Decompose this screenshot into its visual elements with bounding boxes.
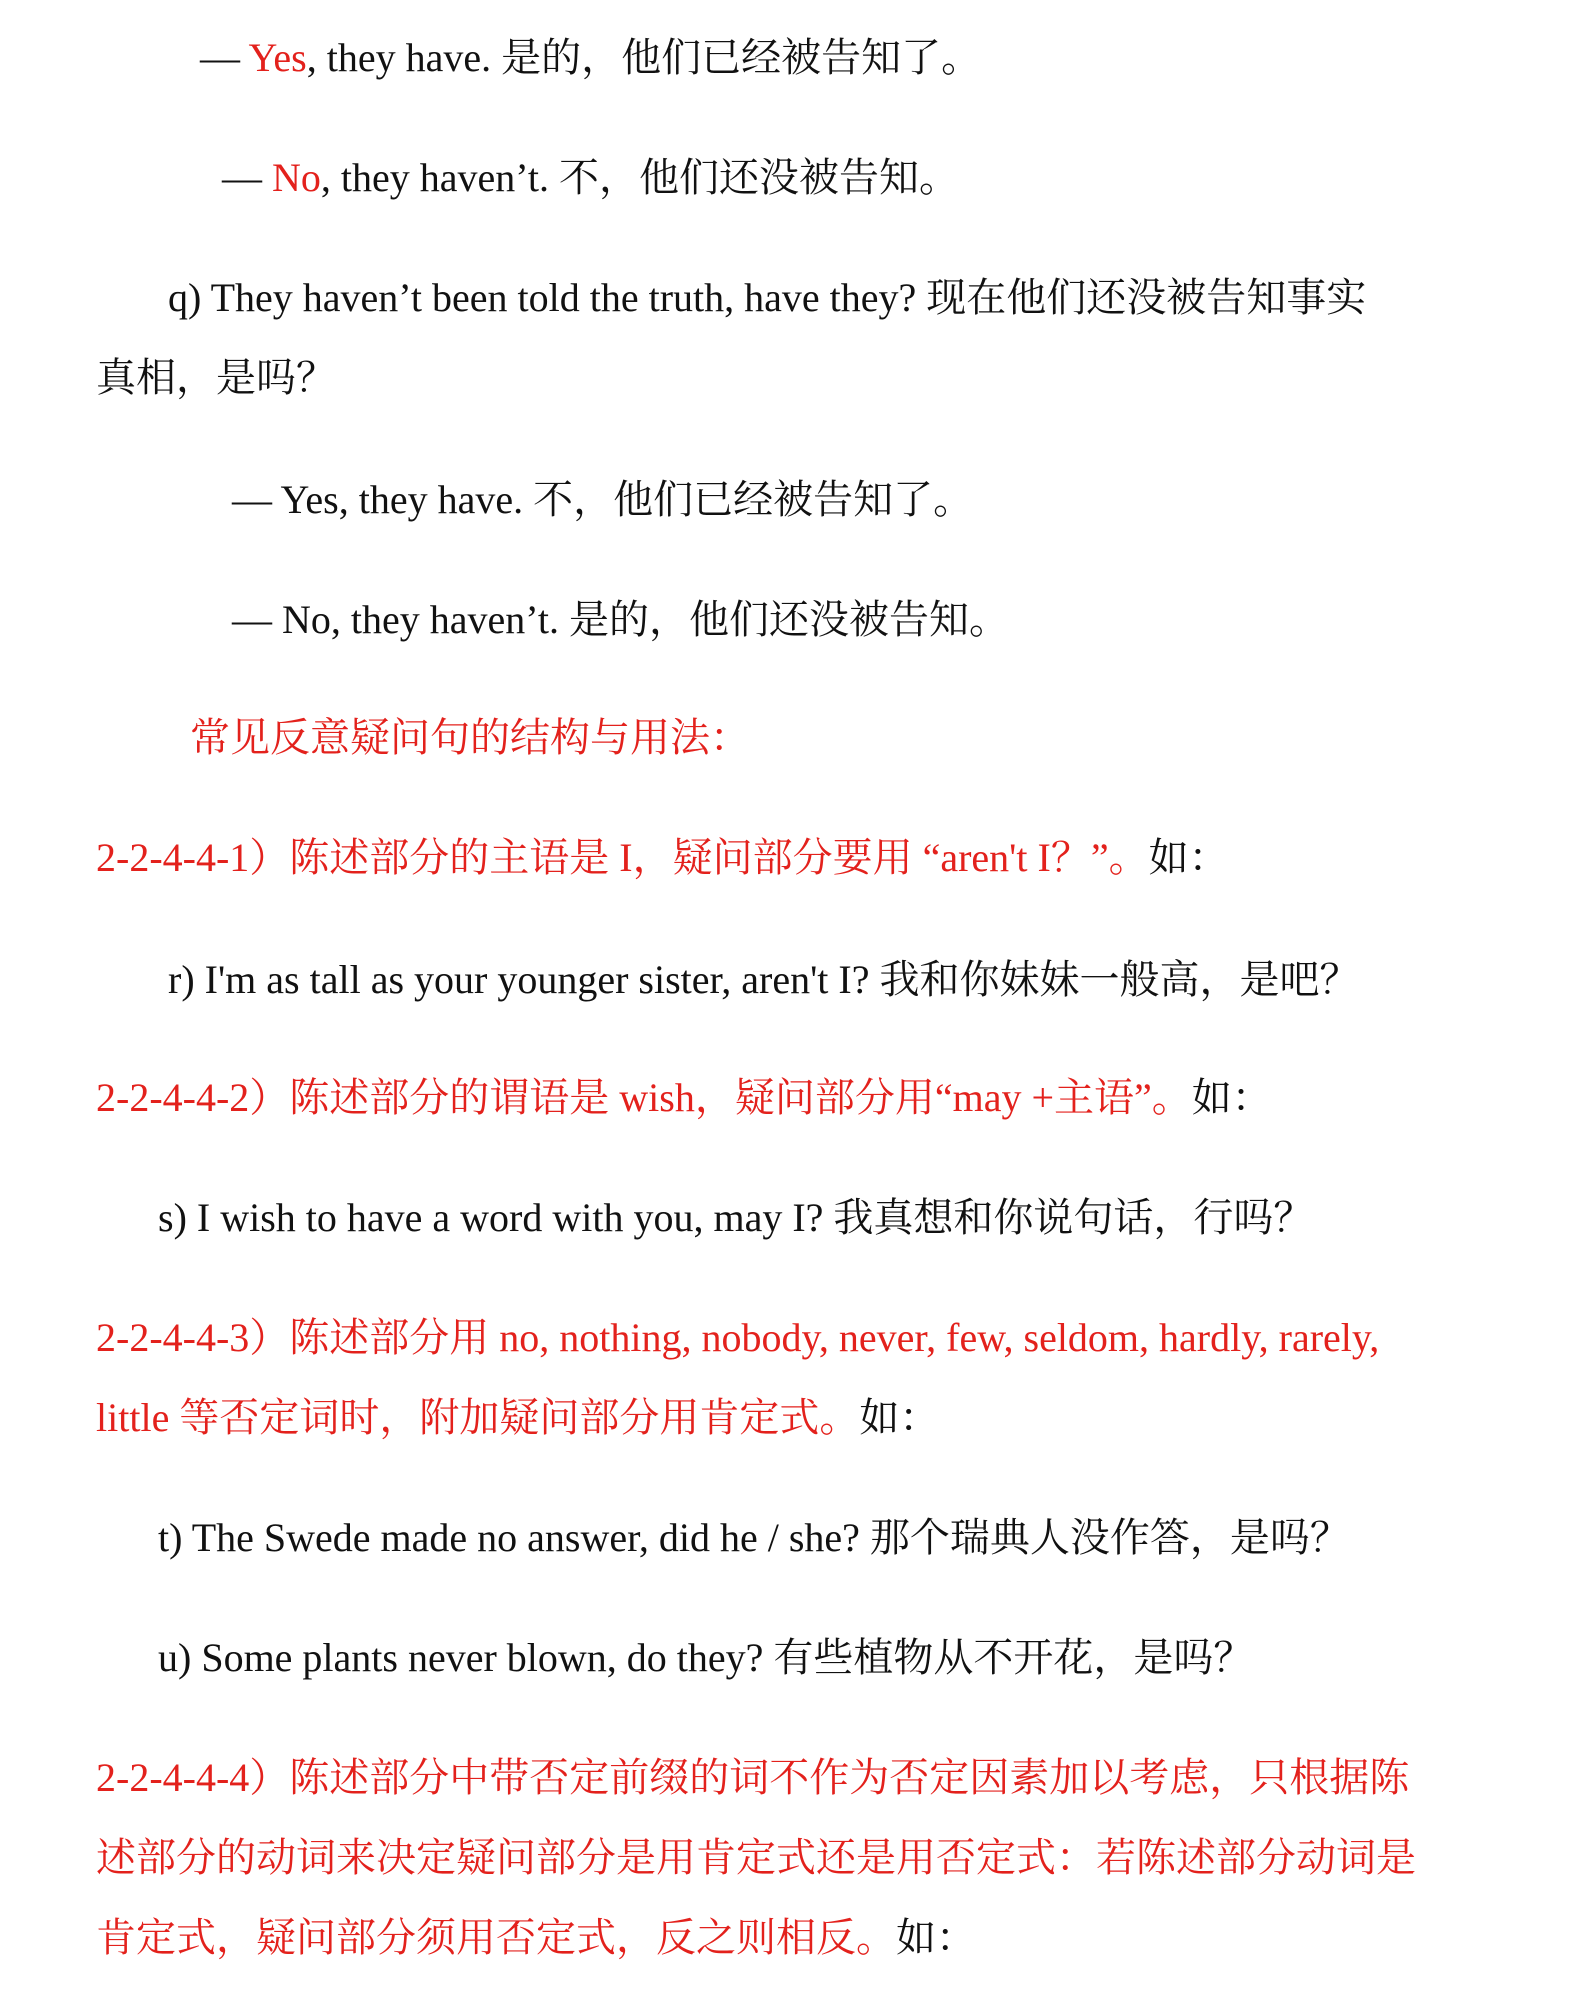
example-line <box>168 270 1366 326</box>
text-run: 真相，是吗？ <box>96 355 336 400</box>
text-run: — Yes, they have. 不，他们已经被告知了。 <box>232 477 974 522</box>
text-run: 述部分的动词来决定疑问部分是用肯定式还是用否定式：若陈述部分动词是 <box>96 1835 1416 1880</box>
answer-line <box>200 30 981 86</box>
rule-line-continuation <box>96 1390 939 1446</box>
text-run: r) I'm as tall as your younger sister, aren't I? 我和你妹妹一般高，是吧？ <box>168 957 1360 1002</box>
rule-line <box>96 830 1229 886</box>
text-run: q) They haven’t been told the truth, have they? 现在他们还没被告知事实 <box>168 275 1367 320</box>
text-run: , they have. 是的，他们已经被告知了。 <box>306 35 982 80</box>
text-run: — <box>222 155 272 200</box>
example-line <box>158 1630 1253 1686</box>
rule-line <box>96 1070 1272 1126</box>
text-run: 肯定式，疑问部分须用否定式，反之则相反。 <box>96 1915 896 1960</box>
text-run: 2-2-4-4-1）陈述部分的主语是 I，疑问部分要用 “aren't I？”。 <box>96 835 1149 880</box>
answer-line <box>232 592 1009 648</box>
text-run: s) I wish to have a word with you, may I? 我真想和你说句话，行吗？ <box>158 1195 1314 1240</box>
text-run: 2-2-4-4-4）陈述部分中带否定前缀的词不作为否定因素加以考虑，只根据陈 <box>96 1755 1410 1800</box>
section-heading <box>190 710 750 766</box>
example-line <box>158 1190 1313 1246</box>
rule-line <box>96 1310 1379 1366</box>
text-run: Yes <box>248 35 307 80</box>
rule-line <box>96 1750 1409 1806</box>
rule-line-continuation <box>96 1910 976 1966</box>
text-run: 如： <box>896 1915 976 1960</box>
text-run: — No, they haven’t. 是的，他们还没被告知。 <box>232 597 1009 642</box>
answer-line <box>232 472 973 528</box>
example-line <box>158 1510 1350 1566</box>
text-run: t) The Swede made no answer, did he / she? 那个瑞典人没作答，是吗？ <box>158 1515 1350 1560</box>
text-run: 如： <box>859 1395 940 1440</box>
text-run: , they haven’t. 不，他们还没被告知。 <box>320 155 959 200</box>
text-run: u) Some plants never blown, do they? 有些植物从不开花，是吗？ <box>158 1635 1254 1680</box>
text-run: No <box>272 155 321 200</box>
answer-line <box>222 150 959 206</box>
text-run: 如： <box>1148 835 1229 880</box>
text-run: little 等否定词时，附加疑问部分用肯定式。 <box>96 1395 860 1440</box>
text-run: 如： <box>1191 1075 1272 1120</box>
text-run: 2-2-4-4-3）陈述部分用 no, nothing, nobody, never, few, seldom, hardly, rarely, <box>96 1315 1380 1360</box>
text-run: — <box>200 35 249 80</box>
example-line-continuation <box>96 350 336 406</box>
example-line <box>168 952 1359 1008</box>
text-run: 常见反意疑问句的结构与用法： <box>190 715 750 760</box>
rule-line-continuation <box>96 1830 1416 1886</box>
text-run: 2-2-4-4-2）陈述部分的谓语是 wish，疑问部分用“may +主语”。 <box>96 1075 1192 1120</box>
